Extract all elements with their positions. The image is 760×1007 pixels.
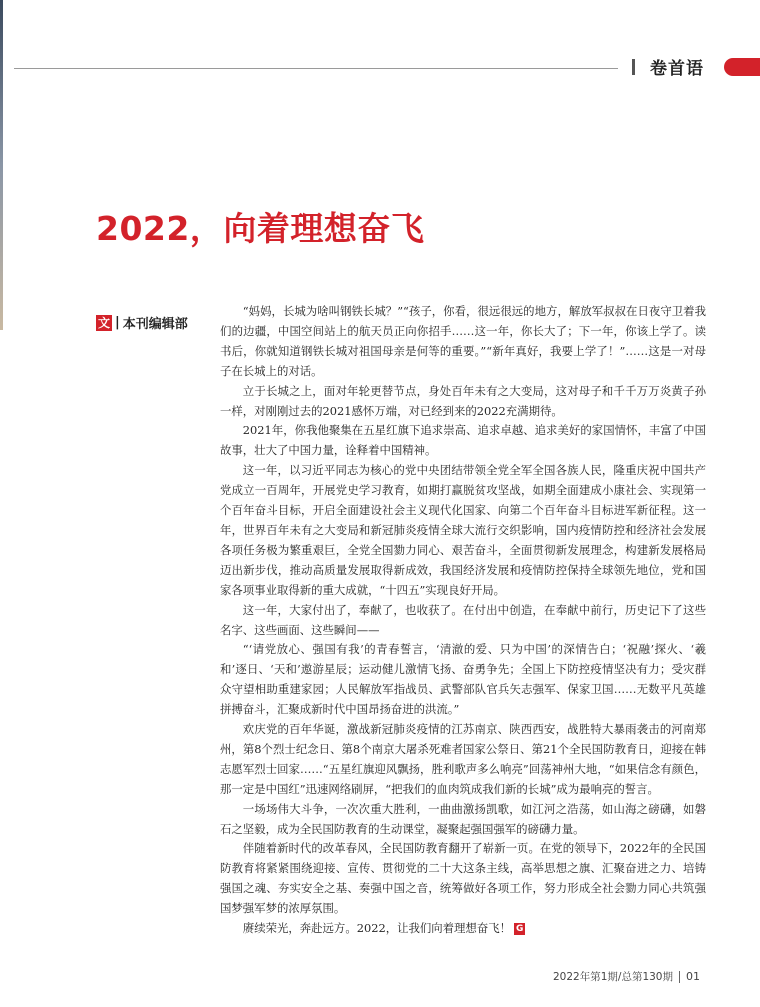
paragraph: 这一年，大家付出了，奉献了，也收获了。在付出中创造，在奉献中前行，历史记下了这些名字、这些画面、这些瞬间—— <box>220 602 706 637</box>
footer-divider <box>679 971 680 983</box>
header-rule <box>14 68 618 69</box>
paragraph: “妈妈，长城为啥叫钢铁长城？”“孩子，你看，很远很远的地方，解放军叔叔在日夜守卫着我们的边疆，中国空间站上的航天员正向你招手……这一年，你长大了；下一年，你该上学了。读书后，你就知道钢铁长城对祖国母亲是何等的重要。”“新年真好，我要上学了！”……这是一对母子在长城上的对话。 <box>220 304 706 378</box>
paragraph: 立于长城之上，面对年轮更替节点，身处百年未有之大变局，这对母子和千千万万炎黄子孙一样，对刚刚过去的2021感怀万端，对已经到来的2022充满期待。 <box>220 383 706 418</box>
headline: 2022，向着理想奋飞 <box>96 209 425 248</box>
byline-author: 本刊编辑部 <box>122 317 188 332</box>
closing-text: 赓续荣光，奔赴远方。2022，让我们向着理想奋飞！ <box>242 921 511 936</box>
header-divider <box>632 59 635 75</box>
byline <box>96 313 188 332</box>
paragraph: 一场场伟大斗争，一次次重大胜利，一曲曲激扬凯歌，如江河之浩荡，如山海之磅礴，如磐石之坚毅，成为全民国防教育的生动课堂，凝聚起强国强军的磅礴力量。 <box>220 801 706 836</box>
article-body <box>220 302 706 939</box>
page-footer <box>553 969 700 984</box>
paragraph: 欢庆党的百年华诞，激战新冠肺炎疫情的江苏南京、陕西西安，战胜特大暴雨袭击的河南郑州，第8个烈士纪念日、第8个南京大屠杀死难者国家公祭日、第21个全民国防教育日，迎接在韩志愿军烈士回家……“五星红旗迎风飘扬，胜利歌声多么响亮”回荡神州大地，“如果信念有颜色，那一定是中国红”迅速网络刷屏，“把我们的血肉筑成我们新的长城”成为最响亮的誓言。 <box>220 722 706 796</box>
paragraph: 伴随着新时代的改革春风，全民国防教育翻开了崭新一页。在党的领导下，2022年的全民国防教育将紧紧围绕迎接、宣传、贯彻党的二十大这条主线，高举思想之旗、汇聚奋进之力、培铸强国之魂、夯实安全之基、奏强中国之音，统筹做好各项工作，努力形成全社会勠力同心共筑强国梦强军梦的浓厚氛围。 <box>220 841 706 916</box>
issue-info: 2022年第1期/总第130期 <box>553 971 673 983</box>
paragraph: 2021年，你我他聚集在五星红旗下追求崇高、追求卓越、追求美好的家国情怀，丰富了中国故事，壮大了中国力量，诠释着中国精神。 <box>220 423 706 458</box>
end-mark-icon: G <box>516 924 524 935</box>
paragraph: “‘请党放心、强国有我’的青春誓言，‘清澈的爱、只为中国’的深情告白；‘祝融’探火、‘羲和’逐日、‘天和’遨游星辰；运动健儿激情飞扬、奋勇争先；全国上下防控疫情坚决有力；受灾群众守望相助重建家园；人民解放军指战员、武警部队官兵矢志强军、保家卫国……无数平凡英雄拼搏奋斗，汇聚成新时代中国昂扬奋进的洪流。” <box>220 642 706 717</box>
byline-separator: | <box>115 315 120 330</box>
byline-badge: 文 <box>98 315 111 330</box>
section-tab-marker <box>724 58 760 76</box>
closing-paragraph <box>220 919 706 939</box>
paragraph: 这一年，以习近平同志为核心的党中央团结带领全党全军全国各族人民，隆重庆祝中国共产党成立一百周年，开展党史学习教育，如期打赢脱贫攻坚战，如期全面建成小康社会、实现第一个百年奋斗目标，开启全面建设社会主义现代化国家、向第二个百年奋斗目标进军新征程。这一年，世界百年未有之大变局和新冠肺炎疫情全球大流行交织影响，国内疫情防控和经济社会发展各项任务极为繁重艰巨，全党全国勠力同心、艰苦奋斗，全面贯彻新发展理念，构建新发展格局迈出新步伐，推动高质量发展取得新成效，我国经济发展和疫情防控保持全球领先地位，党和国家各项事业取得新的重大成就，“十四五”实现良好开局。 <box>220 463 706 597</box>
section-title: 卷首语 <box>650 59 704 79</box>
page-number: 01 <box>685 970 700 983</box>
cover-spine-strip <box>0 0 3 330</box>
